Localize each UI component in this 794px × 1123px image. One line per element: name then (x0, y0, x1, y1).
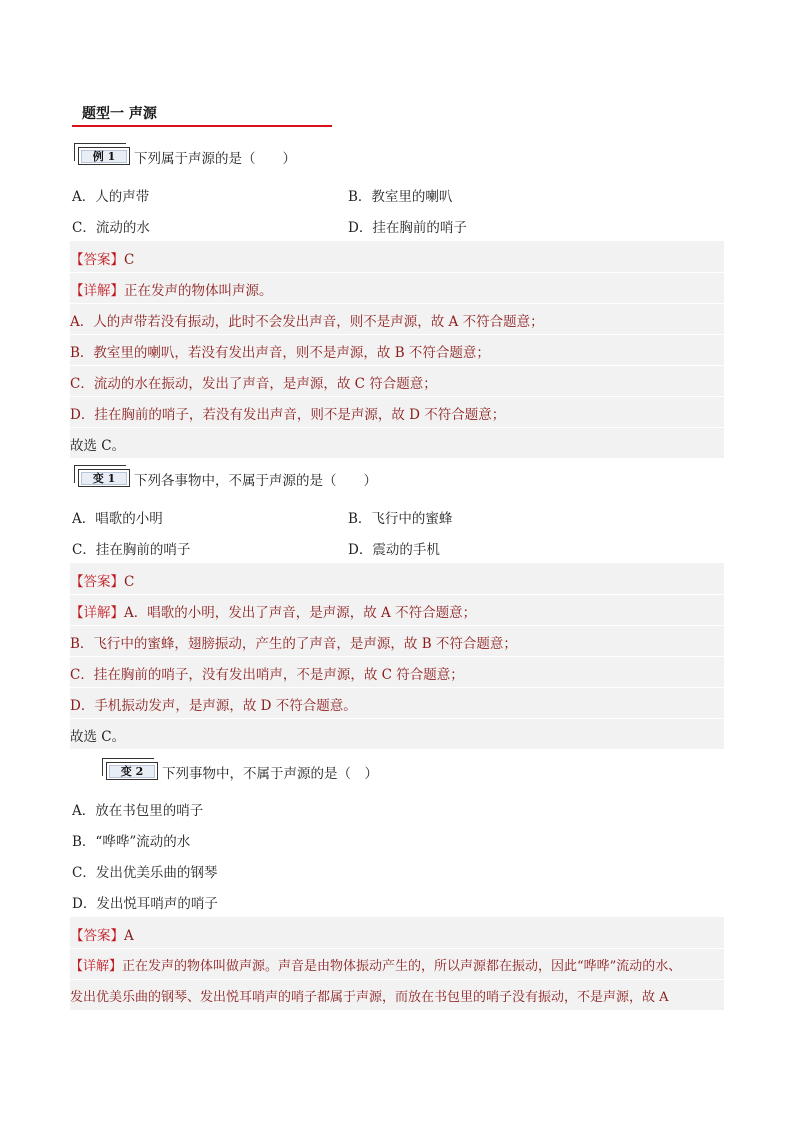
conclusion-line: 故选 C。 (70, 438, 126, 454)
explanation-line: C．流动的水在振动，发出了声音，是声源，故 C 符合题意； (70, 376, 437, 392)
answer-value: A (124, 928, 134, 944)
explanation-line: 发出优美乐曲的钢琴、发出悦耳哨声的哨子都属于声源，而放在书包里的哨子没有振动，不是声源，故 A (70, 990, 669, 1005)
option-d: D．震动的手机 (348, 542, 440, 558)
answer-value: C (124, 574, 135, 590)
detail-text: A．唱歌的小明，发出了声音，是声源，故 A 不符合题意； (124, 605, 477, 621)
detail-label: 【详解】 (70, 605, 124, 621)
explanation-line: D．挂在胸前的哨子，若没有发出声音，则不是声源，故 D 不符合题意； (70, 407, 506, 423)
conclusion-line: 故选 C。 (70, 729, 126, 745)
answer-line (70, 924, 134, 944)
question-text: 下列各事物中，不属于声源的是（ ） (134, 473, 377, 489)
answer-block (70, 563, 724, 749)
question-tag-label: 变 2 (109, 765, 155, 778)
answer-block (70, 917, 724, 1010)
answer-value: C (124, 252, 135, 268)
option-c: C．挂在胸前的哨子 (72, 542, 191, 558)
option-a: A．人的声带 (72, 189, 150, 205)
answer-label: 【答案】 (70, 252, 124, 268)
detail-line (70, 279, 273, 299)
detail-label: 【详解】 (70, 959, 123, 974)
option-a: A．唱歌的小明 (72, 511, 163, 527)
option-b: B．教室里的喇叭 (348, 189, 453, 205)
answer-label: 【答案】 (70, 928, 124, 944)
explanation-line: A．人的声带若没有振动，此时不会发出声音，则不是声源，故 A 不符合题意； (70, 314, 544, 330)
question-tag-label: 例 1 (81, 150, 127, 163)
option-b: B．“哗哗”流动的水 (72, 834, 191, 850)
answer-block (70, 241, 724, 458)
question-text: 下列事物中，不属于声源的是（ ） (162, 766, 378, 782)
option-d: D．挂在胸前的哨子 (348, 220, 467, 236)
answer-line (70, 570, 134, 590)
explanation-line: C．挂在胸前的哨子，没有发出哨声，不是声源，故 C 符合题意； (70, 667, 464, 683)
option-d: D．发出悦耳哨声的哨子 (72, 896, 218, 912)
answer-label: 【答案】 (70, 574, 124, 590)
option-a: A．放在书包里的哨子 (72, 803, 204, 819)
detail-label: 【详解】 (70, 283, 124, 299)
detail-line (70, 955, 681, 974)
detail-line (70, 601, 476, 621)
option-c: C．发出优美乐曲的钢琴 (72, 865, 218, 881)
explanation-line: B．教室里的喇叭，若没有发出声音，则不是声源，故 B 不符合题意； (70, 345, 490, 361)
explanation-line: B．飞行中的蜜蜂，翅膀振动，产生的了声音，是声源，故 B 不符合题意； (70, 636, 517, 652)
section-title: 题型一 声源 (82, 106, 157, 122)
detail-text: 正在发声的物体叫声源。 (124, 283, 273, 299)
explanation-line: D．手机振动发声，是声源，故 D 不符合题意。 (70, 698, 357, 714)
option-b: B．飞行中的蜜蜂 (348, 511, 453, 527)
question-text: 下列属于声源的是（ ） (134, 151, 296, 167)
section-divider (72, 125, 332, 127)
option-c: C．流动的水 (72, 220, 150, 236)
answer-line (70, 248, 134, 268)
detail-text: 正在发声的物体叫做声源。声音是由物体振动产生的，所以声源都在振动，因此“哗哗”流动的水、 (122, 959, 682, 974)
question-tag-label: 变 1 (81, 472, 127, 485)
